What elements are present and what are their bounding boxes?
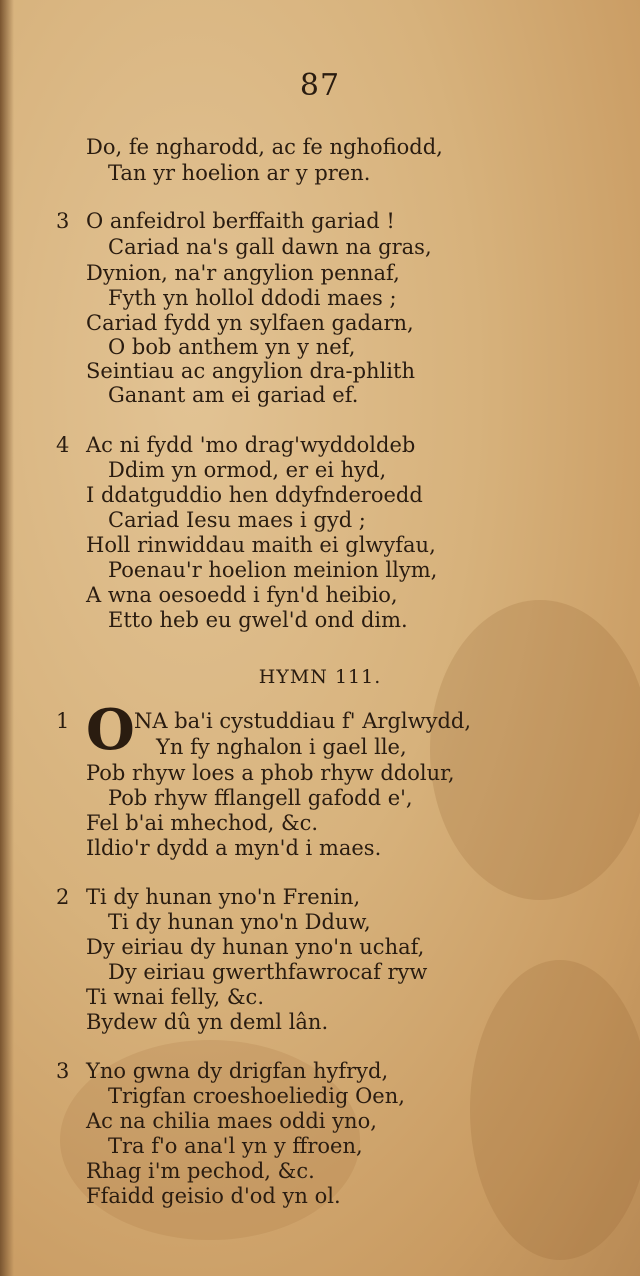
- verse-line: NA ba'i cystuddiau f' Arglwydd,: [134, 709, 472, 733]
- paper-stain: [470, 960, 640, 1260]
- verse-line: Cariad fydd yn sylfaen gadarn,: [86, 311, 414, 335]
- verse-line: I ddatguddio hen ddyfnderoedd: [86, 483, 423, 507]
- verse-line: Ildio'r dydd a myn'd i maes.: [86, 836, 382, 860]
- verse-line: O bob anthem yn y nef,: [108, 335, 356, 359]
- verse-line: Fyth yn hollol ddodi maes ;: [108, 286, 397, 310]
- page-edge: [0, 0, 14, 1276]
- verse-line: Tra f'o ana'l yn y ffroen,: [108, 1134, 363, 1158]
- verse-line: Etto heb eu gwel'd ond dim.: [108, 608, 408, 632]
- verse-number: 3: [56, 209, 70, 233]
- verse-line: Yn fy nghalon i gael lle,: [156, 735, 407, 759]
- verse-line: Do, fe ngharodd, ac fe nghofiodd,: [86, 135, 443, 159]
- hymn-title: HYMN 111.: [258, 666, 382, 688]
- verse-line: Ddim yn ormod, er ei hyd,: [108, 458, 387, 482]
- verse-line: Fel b'ai mhechod, &c.: [86, 811, 319, 835]
- verse-line: Cariad na's gall dawn na gras,: [108, 235, 432, 259]
- verse-line: A wna oesoedd i fyn'd heibio,: [86, 583, 398, 607]
- verse-line: Dy eiriau gwerthfawrocaf ryw: [108, 960, 428, 984]
- verse-line: Bydew dû yn deml lân.: [86, 1010, 329, 1034]
- verse-line: O anfeidrol berffaith gariad !: [86, 209, 395, 233]
- verse-line: Rhag i'm pechod, &c.: [86, 1159, 315, 1183]
- verse-line: Ti wnai felly, &c.: [86, 985, 264, 1009]
- verse-line: Cariad Iesu maes i gyd ;: [108, 508, 366, 532]
- verse-line: Ac ni fydd 'mo drag'wyddoldeb: [86, 433, 416, 457]
- verse-line: Ac na chilia maes oddi yno,: [86, 1109, 377, 1133]
- verse-line: Dy eiriau dy hunan yno'n uchaf,: [86, 935, 425, 959]
- verse-number: 2: [56, 885, 70, 909]
- verse-line: Tan yr hoelion ar y pren.: [108, 161, 371, 185]
- verse-line: Seintiau ac angylion dra-phlith: [86, 359, 415, 383]
- verse-line: Ffaidd geisio d'od yn ol.: [86, 1184, 341, 1208]
- verse-line: Holl rinwiddau maith ei glwyfau,: [86, 533, 436, 557]
- verse-line: Poenau'r hoelion meinion llym,: [108, 558, 438, 582]
- verse-line: Dynion, na'r angylion pennaf,: [86, 261, 400, 285]
- verse-number: 1: [56, 709, 70, 733]
- verse-line: Yno gwna dy drigfan hyfryd,: [86, 1059, 389, 1083]
- verse-line: Ti dy hunan yno'n Frenin,: [86, 885, 361, 909]
- verse-number: 3: [56, 1059, 70, 1083]
- verse-number: 4: [56, 433, 70, 457]
- verse-line: Ganant am ei gariad ef.: [108, 383, 359, 407]
- verse-line: Ti dy hunan yno'n Dduw,: [108, 910, 371, 934]
- paper-stain: [430, 600, 640, 900]
- verse-line: Pob rhyw fflangell gafodd e',: [108, 786, 413, 810]
- page-number: 87: [299, 68, 341, 103]
- verse-line: Trigfan croeshoeliedig Oen,: [108, 1084, 405, 1108]
- verse-line: Pob rhyw loes a phob rhyw ddolur,: [86, 761, 455, 785]
- drop-cap: O: [86, 697, 135, 763]
